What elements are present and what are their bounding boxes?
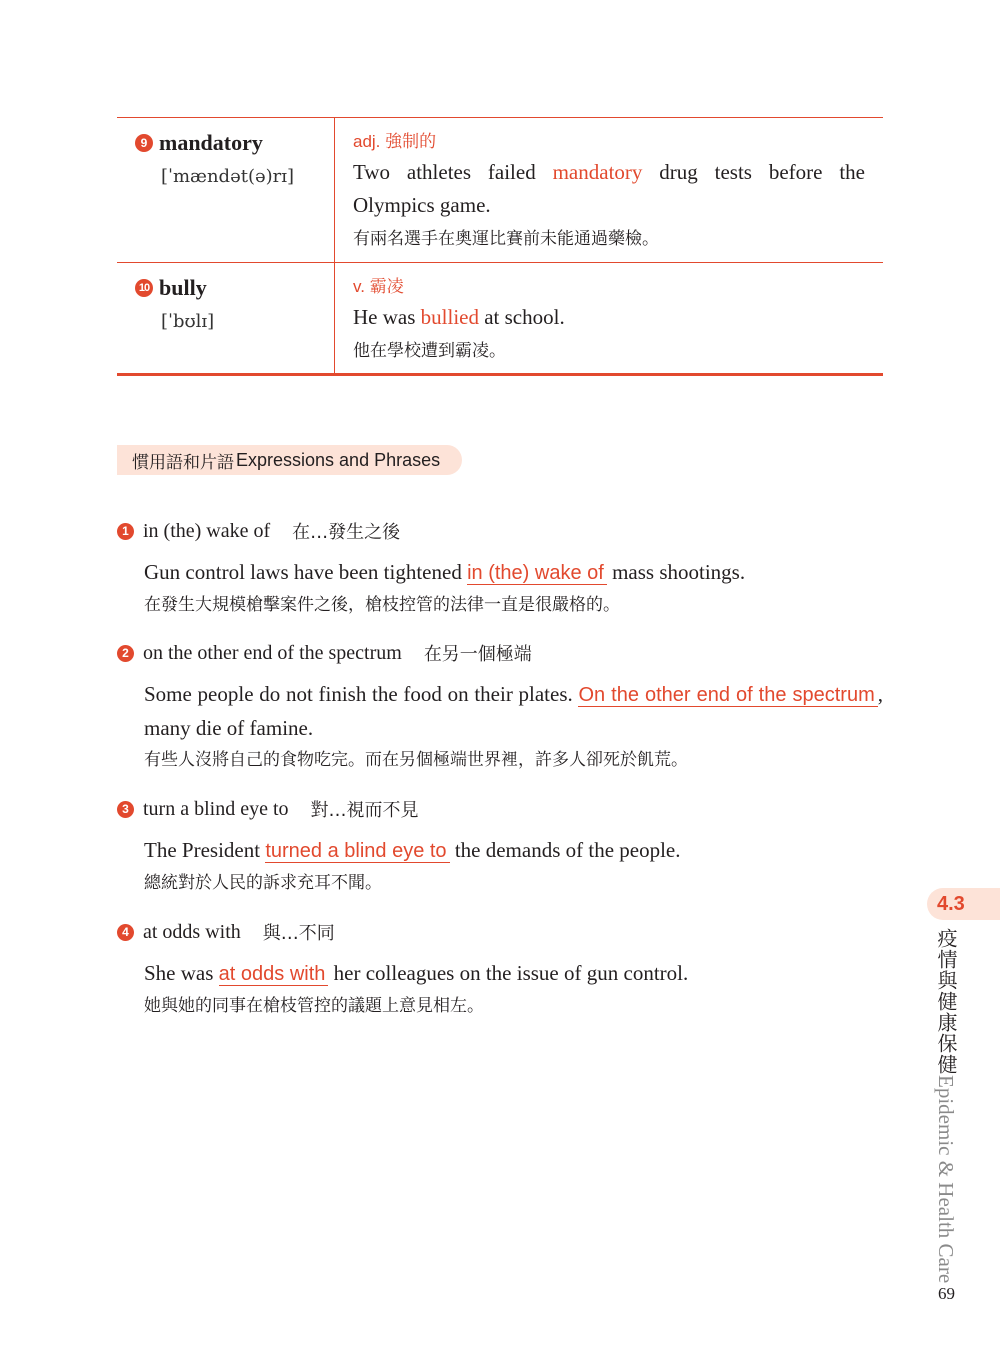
vocab-definition-cell (335, 118, 883, 262)
vocab-number-badge: 10 (135, 279, 153, 297)
table-bottom-rule (117, 373, 883, 376)
page-number: 69 (938, 1284, 955, 1303)
sentence-highlight: bullied (420, 305, 479, 329)
vocab-row-mandatory (117, 118, 883, 263)
sentence-after: mass shootings. (606, 560, 746, 584)
phrase-meaning: 對…視而不見 (310, 800, 419, 821)
phrase-heading (117, 518, 883, 544)
sentence-before: Two athletes failed (353, 160, 553, 184)
vocab-word-cell (117, 263, 335, 373)
phrase-example (144, 678, 883, 775)
phrase-heading (117, 919, 907, 945)
phrase-example-sentence (144, 678, 883, 745)
phrase-translation: 她與她的同事在槍枝管控的議題上意見相左。 (144, 996, 484, 1016)
sentence-after: the demands of the people. (449, 838, 681, 862)
vocab-phonetic: [ˈmændət(ə)rɪ] (161, 166, 295, 187)
vocab-word: mandatory (159, 130, 263, 155)
phrase-translation: 總統對於人民的訴求充耳不聞。 (144, 873, 382, 893)
vocab-pos-label: v. (353, 277, 365, 296)
phrase-translation: 有些人沒將自己的食物吃完。而在另個極端世界裡，許多人卻死於飢荒。 (144, 750, 688, 770)
phrase-example (144, 556, 883, 620)
side-title-en: Epidemic & Health Care (934, 1075, 958, 1284)
sentence-after: her colleagues on the issue of gun control. (328, 961, 689, 985)
sentence-before: He was (353, 305, 421, 329)
vocab-number-badge: 9 (135, 134, 153, 152)
sentence-highlight: turned a blind eye to (265, 840, 449, 863)
phrase-number-badge: 3 (117, 801, 134, 818)
sentence-after: , many die of famine. (144, 682, 883, 740)
section-tag-expressions (117, 445, 462, 475)
phrase-example-sentence (144, 957, 907, 991)
sentence-highlight: On the other end of the spectrum (578, 684, 877, 707)
sentence-highlight: mandatory (552, 160, 643, 184)
sentence-before: Gun control laws have been tightened (144, 560, 468, 584)
phrase-meaning: 在另一個極端 (423, 644, 532, 665)
phrase-text: on the other end of the spectrum (143, 641, 402, 664)
phrase-translation: 在發生大規模槍擊案件之後，槍枝控管的法律一直是很嚴格的。 (144, 595, 620, 615)
phrase-number-badge: 2 (117, 645, 134, 662)
vocab-word-line (135, 275, 334, 301)
section-tag-zh: 慣用語和片語 (132, 452, 234, 473)
sentence-highlight: in (the) wake of (467, 562, 607, 585)
phrase-text: turn a blind eye to (143, 797, 289, 820)
section-tag-en: Expressions and Phrases (236, 449, 441, 470)
phrase-meaning: 在…發生之後 (292, 522, 401, 543)
vocab-pos-meaning: 強制的 (385, 132, 437, 152)
vocab-translation: 有兩名選手在奧運比賽前未能通過藥檢。 (353, 229, 659, 249)
vocab-example-sentence (353, 301, 865, 334)
phrase-heading (117, 640, 883, 666)
phrase-item-2 (117, 640, 883, 775)
phrase-meaning: 與…不同 (262, 923, 335, 944)
side-title-zh: 疫情與健康保健 (934, 928, 958, 1075)
sentence-highlight: at odds with (219, 963, 329, 986)
phrase-item-1 (117, 518, 883, 620)
phrase-number-badge: 4 (117, 924, 134, 941)
phrase-example-sentence (144, 556, 883, 590)
vocab-word-cell (117, 118, 335, 262)
side-chapter-title (932, 928, 961, 1283)
sentence-after: at school. (478, 305, 565, 329)
phrase-text: at odds with (143, 920, 241, 943)
vocab-row-bully (117, 263, 883, 373)
sentence-after: drug tests before the Olympics game. (353, 160, 865, 217)
phrase-item-3 (117, 796, 883, 898)
vocab-pos (353, 130, 865, 154)
vocab-word-line (135, 130, 334, 156)
vocab-pos (353, 275, 865, 299)
vocab-definition-cell (335, 263, 883, 373)
vocab-pos-meaning: 霸凌 (369, 277, 404, 297)
vocab-pos-label: adj. (353, 132, 381, 151)
phrase-number-badge: 1 (117, 523, 134, 540)
vocab-translation: 他在學校遭到霸凌。 (353, 341, 506, 361)
phrase-item-4 (117, 919, 907, 1021)
vocab-example-sentence (353, 156, 865, 222)
phrase-text: in (the) wake of (143, 519, 271, 542)
side-chapter-tab: 4.3 (927, 888, 1000, 920)
vocab-phonetic: [ˈbʊlɪ] (161, 311, 215, 332)
sentence-before: The President (144, 838, 266, 862)
vocabulary-table (117, 117, 883, 376)
sentence-before: She was (144, 961, 219, 985)
phrase-heading (117, 796, 883, 822)
sentence-before: Some people do not finish the food on their plates. (144, 682, 579, 706)
phrase-example (144, 957, 907, 1021)
phrase-example-sentence (144, 834, 883, 868)
phrase-example (144, 834, 883, 898)
vocab-word: bully (159, 275, 207, 300)
